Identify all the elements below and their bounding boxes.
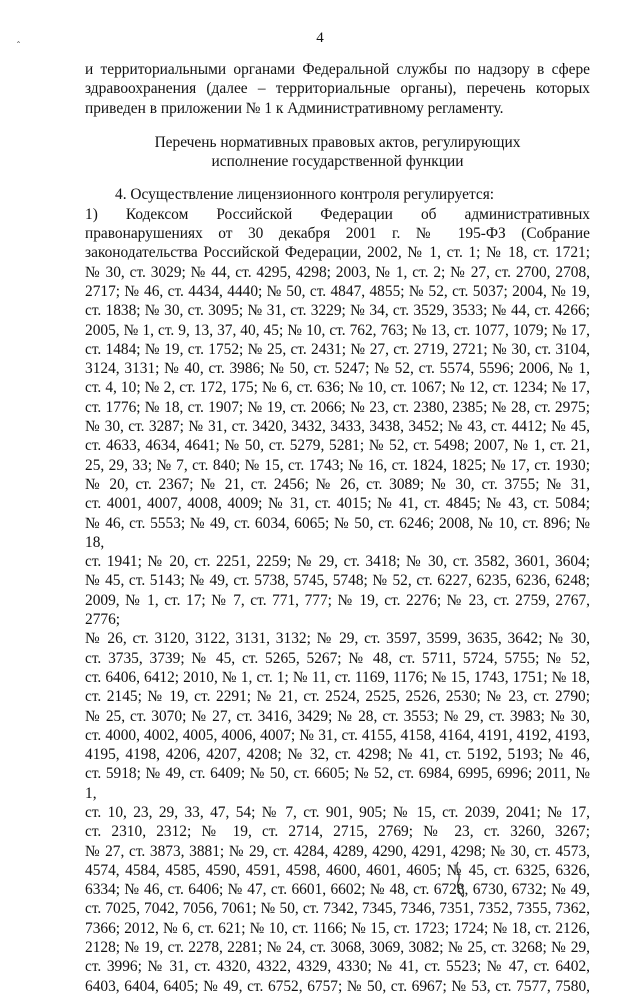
legal-acts-line: 25, 29, 33; № 7, ст. 840; № 15, ст. 1743; № 16, ст. 1824, 1825; № 17, ст. 1930; (85, 456, 590, 474)
section-heading-line: Перечень нормативных правовых актов, регулирующих (154, 133, 521, 151)
intro-line: здравоохранения (далее – территориальные органы), перечень которых (85, 80, 590, 98)
legal-acts-line: 4574, 4584, 4585, 4590, 4591, 4598, 4600, 4601, 4605; № 45, ст. 6325, 6326, (85, 861, 590, 879)
legal-acts-line: ст. 4001, 4007, 4008, 4009; № 31, ст. 4015; № 41, ст. 4845; № 43, ст. 5084; (85, 495, 590, 513)
legal-acts-line: законодательства Российской Федерации, 2002, № 1, ст. 1; № 18, ст. 1721; (85, 244, 590, 262)
document-body (85, 60, 590, 996)
legal-acts-line: 4195, 4198, 4206, 4207, 4208; № 32, ст. 4298; № 41, ст. 5192, 5193; № 46, (85, 746, 590, 764)
legal-acts-line: № 20, ст. 2367; № 21, ст. 2456; № 26, ст. 3089; № 30, ст. 3755; № 31, (85, 475, 590, 493)
intro-line: приведен в приложении № 1 к Административному регламенту. (85, 99, 504, 117)
legal-acts-line: ст. 6406, 6412; 2010, № 1, ст. 1; № 11, ст. 1169, 1176; № 15, 1743, 1751; № 18, (85, 668, 590, 686)
legal-acts-line: 2009, № 1, ст. 17; № 7, ст. 771, 777; № 19, ст. 2276; № 23, ст. 2759, 2767, 2776; (85, 591, 590, 629)
legal-acts-line: ст. 4633, 4634, 4641; № 50, ст. 5279, 5281; № 52, ст. 5498; 2007, № 1, ст. 21, (85, 437, 590, 455)
legal-acts-line: № 26, ст. 3120, 3122, 3131, 3132; № 29, ст. 3597, 3599, 3635, 3642; № 30, (85, 630, 590, 648)
legal-acts-line: № 45, ст. 5143; № 49, ст. 5738, 5745, 5748; № 52, ст. 6227, 6235, 6236, 6248; (85, 572, 590, 590)
legal-acts-line: № 30, ст. 3029; № 44, ст. 4295, 4298; 2003, № 1, ст. 2; № 27, ст. 2700, 2708, (85, 263, 590, 281)
legal-acts-line: 3124, 3131; № 40, ст. 3986; № 50, ст. 5247; № 52, ст. 5574, 5596; 2006, № 1, (85, 360, 590, 378)
legal-acts-line: ст. 2145; № 19, ст. 2291; № 21, ст. 2524, 2525, 2526, 2530; № 23, ст. 2790; (85, 688, 590, 706)
page-number: 4 (316, 30, 324, 46)
legal-acts-line: 2717; № 46, ст. 4434, 4440; № 50, ст. 4847, 4855; № 52, ст. 5037; 2004, № 19, (85, 282, 590, 300)
legal-acts-line: 2128; № 19, ст. 2278, 2281; № 24, ст. 3068, 3069, 3082; № 25, ст. 3268; № 29, (85, 939, 590, 957)
section-heading (85, 133, 590, 172)
intro-line: и территориальными органами Федеральной службы по надзору в сфере (85, 61, 590, 78)
legal-acts-line: ст. 4000, 4002, 4005, 4006, 4007; № 31, ст. 4155, 4158, 4164, 4191, 4192, 4193, (85, 726, 590, 744)
legal-acts-line: ст. 3996; № 31, ст. 4320, 4322, 4329, 4330; № 41, ст. 5523; № 47, ст. 6402, (85, 958, 590, 976)
legal-acts-list-item (85, 205, 590, 996)
legal-acts-line: № 30, ст. 3287; № 31, ст. 3420, 3432, 3433, 3438, 3452; № 43, ст. 4412; № 45, (85, 418, 590, 436)
legal-acts-line: ст. 3735, 3739; № 45, ст. 5265, 5267; № 48, ст. 5711, 5724, 5755; № 52, (85, 649, 590, 667)
legal-acts-line: № 46, ст. 5553; № 49, ст. 6034, 6065; № 50, ст. 6246; 2008, № 10, ст. 896; № 18, (85, 514, 590, 551)
legal-acts-line: ст. 1484; № 19, ст. 1752; № 25, ст. 2431; № 27, ст. 2719, 2721; № 30, ст. 3104, (85, 340, 590, 358)
legal-acts-line: ст. 10, 23, 29, 33, 47, 54; № 7, ст. 901, 905; № 15, ст. 2039, 2041; № 17, (85, 803, 590, 821)
legal-acts-line: правонарушениях от 30 декабря 2001 г. № 195-ФЗ (Собрание (85, 225, 590, 243)
legal-acts-line: 6334; № 46, ст. 6406; № 47, ст. 6601, 6602; № 48, ст. 6728, 6730, 6732; № 49, (85, 881, 590, 899)
section-heading-line: исполнение государственной функции (211, 153, 464, 171)
legal-acts-line: 1) Кодексом Российской Федерации об административных (85, 205, 590, 223)
legal-acts-line: ст. 4, 10; № 2, ст. 172, 175; № 6, ст. 636; № 10, ст. 1067; № 12, ст. 1234; № 17, (85, 379, 590, 397)
legal-acts-line: № 27, ст. 3873, 3881; № 29, ст. 4284, 4289, 4290, 4291, 4298; № 30, ст. 4573, (85, 842, 590, 860)
legal-acts-line: ст. 2310, 2312; № 19, ст. 2714, 2715, 2769; № 23, ст. 3260, 3267; (85, 823, 590, 841)
legal-acts-line: 2005, № 1, ст. 9, 13, 37, 40, 45; № 10, ст. 762, 763; № 13, ст. 1077, 1079; № 17, (85, 321, 590, 339)
legal-acts-line: 7366; 2012, № 6, ст. 621; № 10, ст. 1166; № 15, ст. 1723; 1724; № 18, ст. 2126, (85, 919, 590, 937)
legal-acts-line: ст. 1776; № 18, ст. 1907; № 19, ст. 2066; № 23, ст. 2380, 2385; № 28, ст. 2975; (85, 398, 590, 416)
legal-acts-line: ст. 1838; № 30, ст. 3095; № 31, ст. 3229; № 34, ст. 3529, 3533; № 44, ст. 4266; (85, 302, 590, 320)
legal-acts-line: 6403, 6404, 6405; № 49, ст. 6752, 6757; № 50, ст. 6967; № 53, ст. 7577, 7580, (85, 977, 590, 995)
legal-acts-line: ст. 5918; № 49, ст. 6409; № 50, ст. 6605; № 52, ст. 6984, 6995, 6996; 2011, № 1, (85, 765, 590, 802)
section-lead: 4. Осуществление лицензионного контроля регулируется: (115, 186, 495, 204)
handwritten-mark-icon (448, 860, 478, 900)
scan-speck-mark: ˆ (16, 41, 21, 52)
intro-paragraph (85, 60, 590, 118)
legal-acts-line: № 25, ст. 3070; № 27, ст. 3416, 3429; № 28, ст. 3553; № 29, ст. 3983; № 30, (85, 707, 590, 725)
legal-acts-line: ст. 7025, 7042, 7056, 7061; № 50, ст. 7342, 7345, 7346, 7351, 7352, 7355, 7362, (85, 900, 590, 918)
legal-acts-line: ст. 1941; № 20, ст. 2251, 2259; № 29, ст. 3418; № 30, ст. 3582, 3601, 3604; (85, 553, 590, 571)
